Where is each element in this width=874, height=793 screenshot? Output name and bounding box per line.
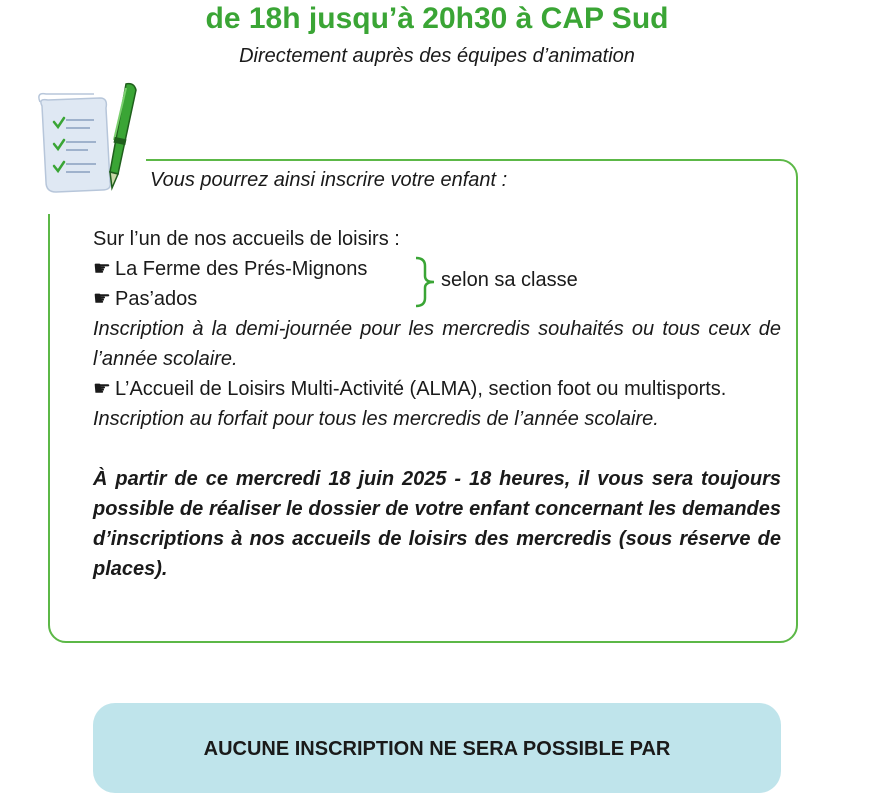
group-note: selon sa classe <box>441 269 578 291</box>
checklist-paper-icon <box>39 94 110 192</box>
pointing-hand-icon: ☛ <box>93 258 111 280</box>
lead-text: Sur l’un de nos accueils de loisirs : <box>93 228 400 250</box>
list-item-alma <box>93 374 781 404</box>
pen-icon <box>110 84 136 188</box>
closing-paragraph: À partir de ce mercredi 18 juin 2025 - 18 heures, il vous sera toujours possible de réaliser le dossier de votre enfant concernant les demandes d’inscriptions à nos accueils de loisirs des mercredis (sous réserve de places). <box>93 468 781 580</box>
group-detail: Inscription à la demi-journée pour les mercredis souhaités ou tous ceux de l’année scolaire. <box>93 318 781 370</box>
spacer <box>93 434 781 464</box>
pointing-hand-icon: ☛ <box>93 378 111 400</box>
pointing-hand-icon: ☛ <box>93 288 111 310</box>
list-item-label: L’Accueil de Loisirs Multi-Activité (ALMA), section foot ou multisports. <box>115 378 727 400</box>
curly-brace-icon <box>412 256 438 308</box>
notice-text: AUCUNE INSCRIPTION NE SERA POSSIBLE PAR <box>203 738 671 760</box>
headline: de 18h jusqu’à 20h30 à CAP Sud <box>205 2 669 35</box>
alma-detail: Inscription au forfait pour tous les mercredis de l’année scolaire. <box>93 408 659 430</box>
intro-text: Vous pourrez ainsi inscrire votre enfant : <box>150 169 508 191</box>
list-item-label: Pas’ados <box>115 288 198 310</box>
checklist-with-pen-icon <box>30 78 142 208</box>
list-item-label: La Ferme des Prés-Mignons <box>115 258 368 280</box>
subtitle: Directement auprès des équipes d’animation <box>239 45 635 67</box>
notice-banner <box>93 703 781 793</box>
